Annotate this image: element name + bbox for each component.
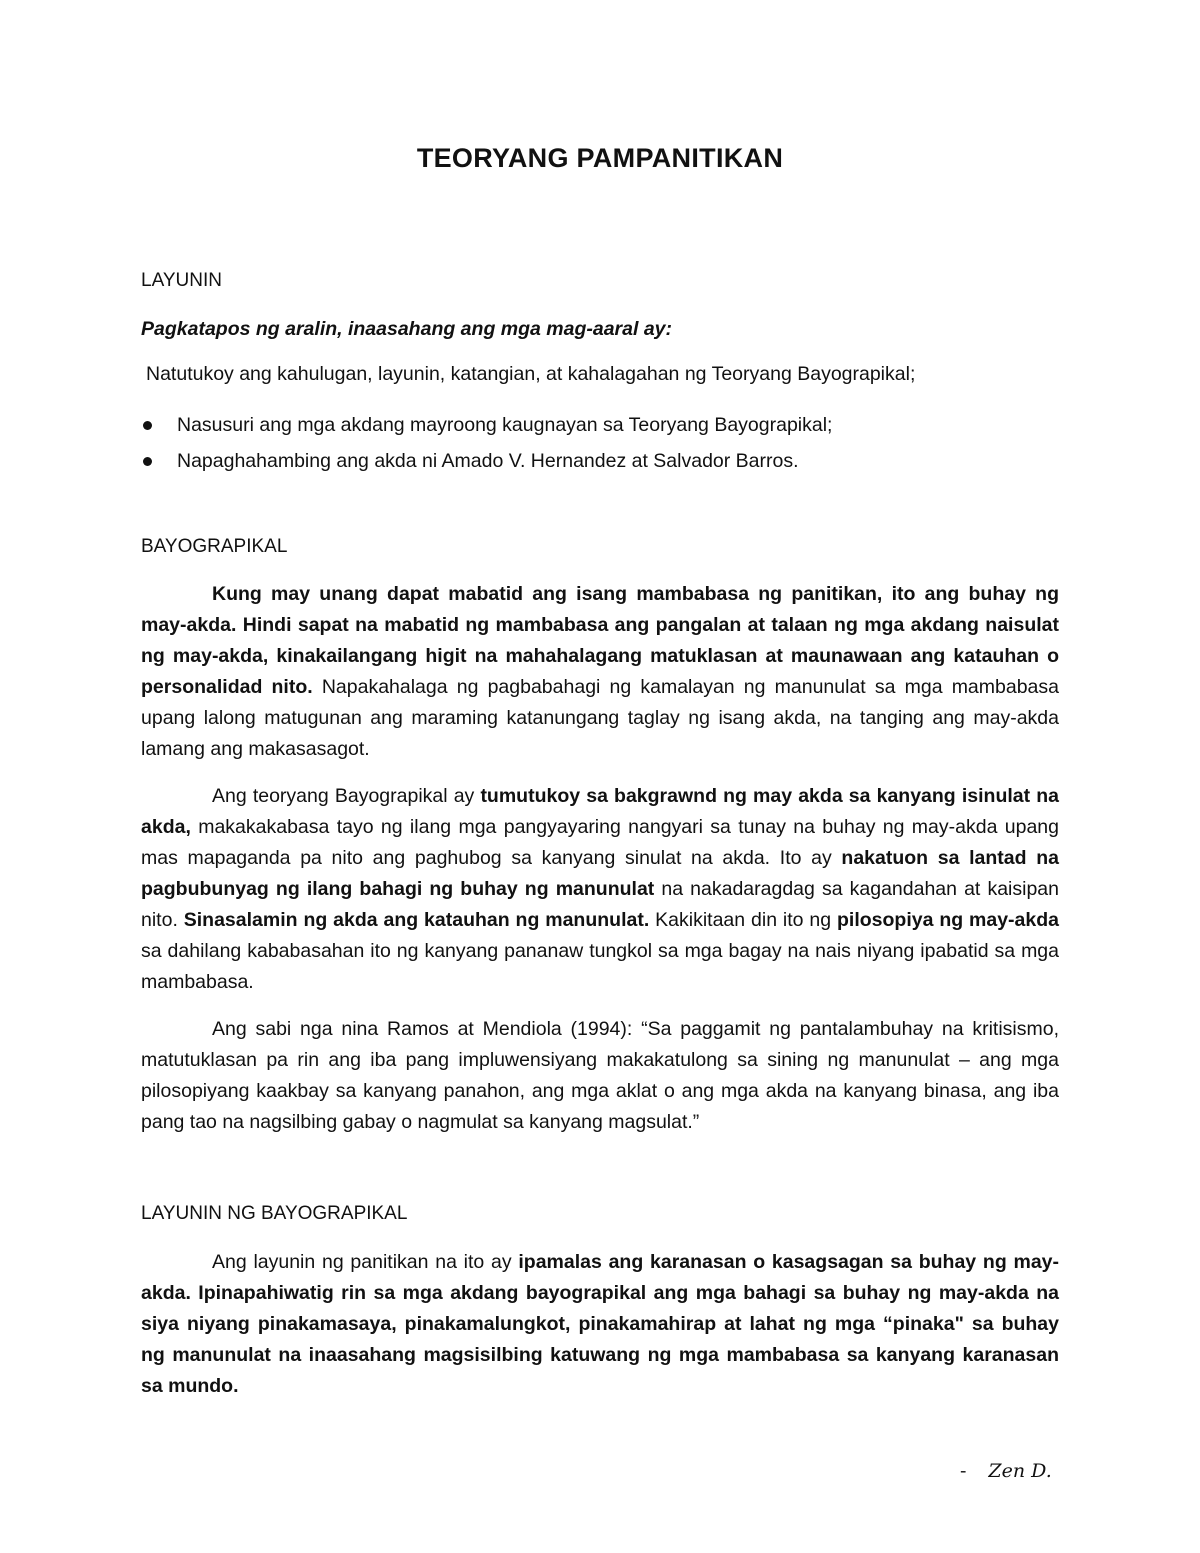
bold-text: tumutukoy sa bakgrawnd ng may akda sa kanyang isinulat na akda,	[141, 785, 1059, 838]
document-title: TEORYANG PAMPANITIKAN	[416, 143, 784, 173]
signature-dash: -	[960, 1460, 967, 1482]
author-name: Zen D.	[988, 1460, 1052, 1482]
text: Ang teoryang Bayograpikal ay	[212, 785, 481, 807]
text: makakakabasa tayo ng ilang mga pangyayaring nangyari sa tunay na buhay ng may-akda upang mas mapaganda pa nito ang paghubog sa kanyang sinulat na akda. Ito ay	[141, 816, 1059, 869]
text: sa dahilang kababasahan ito ng kanyang pananaw tungkol sa mga bagay na nais niyang ipabatid sa mga mambabasa.	[141, 940, 1059, 993]
paragraph-bayograpikal-2	[141, 781, 1059, 998]
bullet-icon	[143, 457, 152, 466]
bold-text: nakatuon sa lantad na pagbubunyag ng ilang bahagi ng buhay ng manunulat	[141, 847, 1059, 900]
text: Napakahalaga ng pagbabahagi ng kamalayan ng manunulat sa mga mambabasa upang lalong matugunan ang maraming katanungang taglay ng isang akda, na tanging ang may-akda lamang ang makasasagot.	[141, 676, 1059, 760]
objective-text: Nasusuri ang mga akdang mayroong kaugnayan sa Teoryang Bayograpikal;	[177, 414, 833, 436]
section-heading-layunin-ng-bayograpikal: LAYUNIN NG BAYOGRAPIKAL	[141, 1203, 408, 1224]
objective-lead: Natutukoy ang kahulugan, layunin, katangian, at kahalagahan ng Teoryang Bayograpikal;	[146, 363, 916, 385]
bold-text: Kung may unang dapat mabatid ang isang mambabasa ng panitikan, ito ang buhay ng may-akda. Hindi sapat na mabatid ng mambabasa ang pangalan at talaan ng mga akdang naisulat ng may-akda, kinakailangang higit na mahahalagang matuklasan at maunawaan ang katauhan o personalidad nito.	[141, 583, 1059, 698]
section-heading-layunin: LAYUNIN	[141, 270, 222, 291]
bold-text: ipamalas ang karanasan o kasagsagan sa buhay ng may-akda. Ipinapahiwatig rin sa mga akdang bayograpikal ang mga bahagi sa buhay ng may-akda na siya niyang pinakamasaya, pinakamalungkot, pinakamahirap at lahat ng mga “pinaka" sa buhay ng manunulat na inaasahang magsisilbing katuwang ng mga mambabasa sa kanyang karanasan sa mundo.	[141, 1251, 1060, 1397]
objectives-list	[141, 407, 832, 479]
objective-text: Napaghahambing ang akda ni Amado V. Hernandez at Salvador Barros.	[177, 450, 799, 472]
paragraph-bayograpikal-3: Ang sabi nga nina Ramos at Mendiola (1994): “Sa paggamit ng pantalambuhay na kritisismo, matutuklasan pa rin ang iba pang impluwensiyang makakatulong sa sining ng manunulat – ang mga pilosopiyang kaakbay sa kanyang panahon, ang mga aklat o ang mga akda na kanyang binasa, ang iba pang tao na nagsilbing gabay o nagmulat sa kanyang magsulat.”	[141, 1018, 1059, 1133]
text: na nakadaragdag sa kagandahan at kaisipan nito.	[141, 878, 1059, 931]
list-item	[141, 407, 832, 443]
section-heading-bayograpikal: BAYOGRAPIKAL	[141, 536, 288, 557]
bold-text: pilosopiya ng may-akda	[837, 909, 1060, 931]
paragraph-layunin-bayograpikal	[141, 1247, 1059, 1402]
objectives-intro: Pagkatapos ng aralin, inaasahang ang mga mag-aaral ay:	[141, 318, 673, 340]
bold-text: Sinasalamin ng akda ang katauhan ng manunulat.	[183, 909, 650, 931]
text: Ang layunin ng panitikan na ito ay	[212, 1251, 519, 1273]
author-signature	[960, 1460, 1052, 1482]
paragraph-bayograpikal-1	[141, 579, 1059, 765]
text: Kakikitaan din ito ng	[649, 909, 837, 931]
list-item	[141, 443, 832, 479]
bullet-icon	[143, 421, 152, 430]
